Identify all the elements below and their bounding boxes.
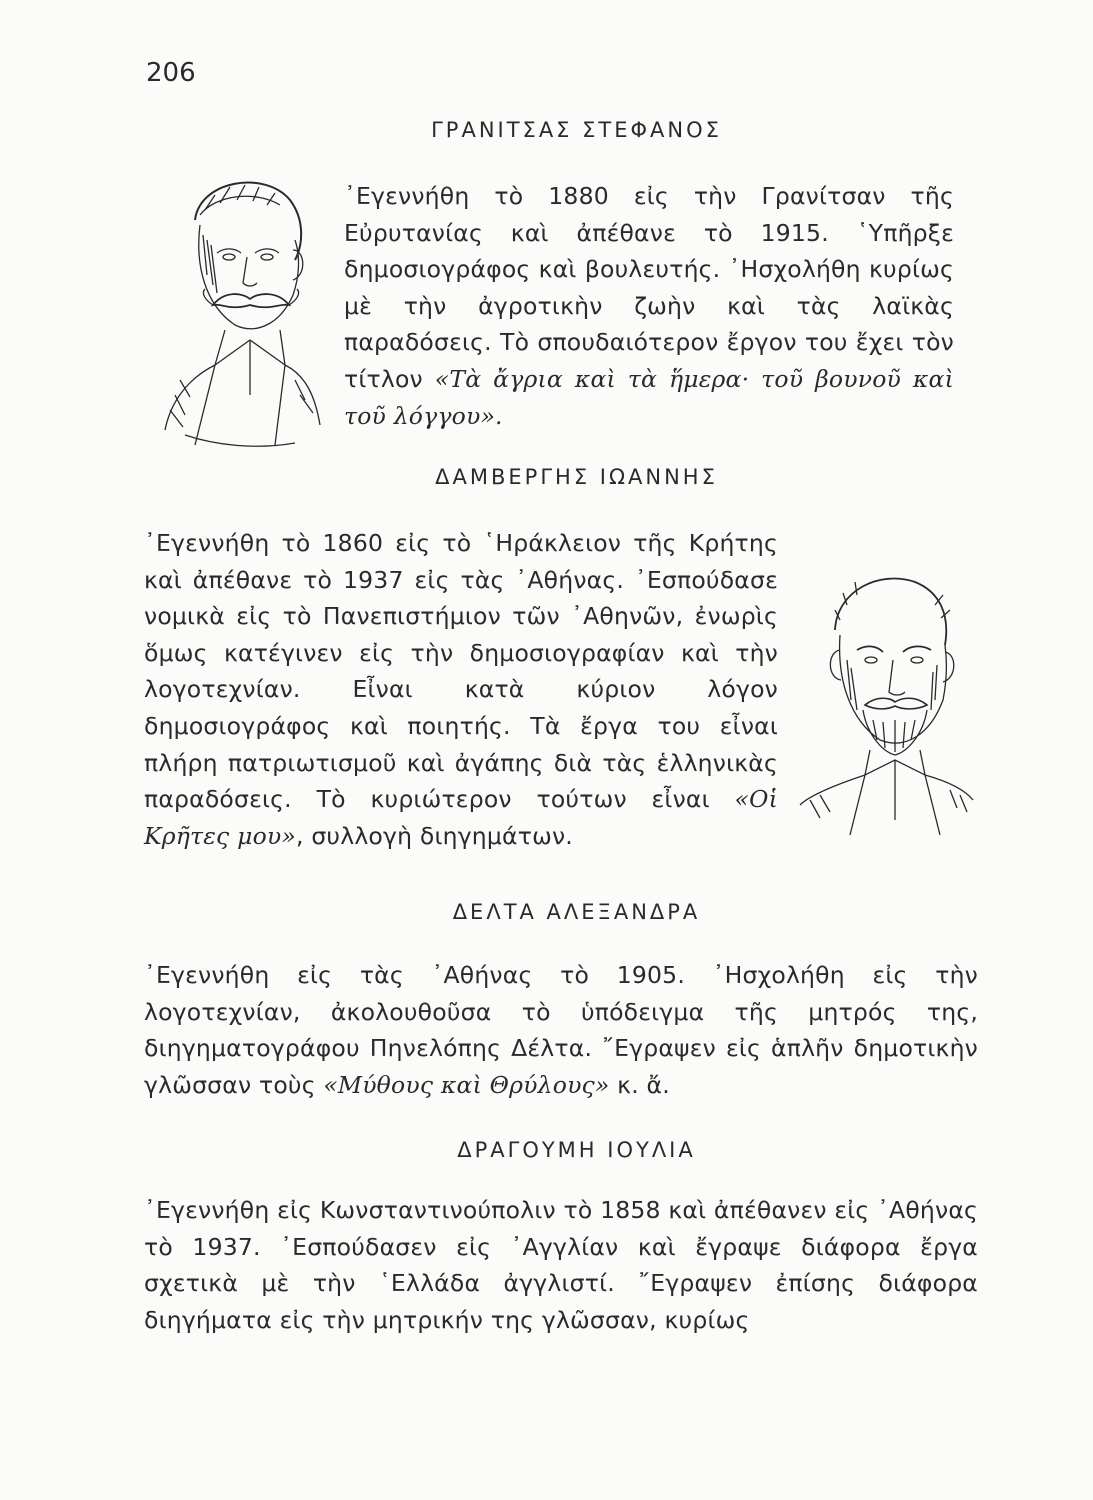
portrait-granitsas	[155, 165, 325, 450]
portrait-damvergis	[795, 560, 975, 840]
entry-heading-delta: ΔΕΛΤΑ ΑΛΕΞΑΝΔΡΑ	[452, 900, 701, 924]
entry-heading-dragoumi: ΔΡΑΓΟΥΜΗ ΙΟΥΛΙΑ	[457, 1138, 696, 1162]
entry-text-granitsas-body: ᾿Εγεννήθη τὸ 1880 εἰς τὴν Γρανίτσαν τῆς Εὐρυτανίας καὶ ἀπέθανε τὸ 1915. ῾Υπῆρξε δημοσιογράφος καὶ βουλευτής. ᾿Ησχολήθη κυρίως μὲ τὴν ἀγροτικὴν ζωὴν καὶ τὰς λαϊκὰς παραδόσεις. Τὸ σπουδαιότερον ἔργον του ἔχει τὸν τίτλον	[344, 182, 954, 393]
work-title-delta: «Μύθους καὶ Θρύλους»	[323, 1070, 610, 1099]
entry-text-granitsas	[344, 178, 954, 434]
entry-heading-damvergis: ΔΑΜΒΕΡΓΗΣ ΙΩΑΝΝΗΣ	[435, 465, 718, 489]
entry-text-damvergis-body: ᾿Εγεννήθη τὸ 1860 εἰς τὸ ῾Ηράκλειον τῆς Κρήτης καὶ ἀπέθανε τὸ 1937 εἰς τὰς ᾿Αθήνας. ᾿Εσπούδασε νομικὰ εἰς τὸ Πανεπιστήμιον τῶν ᾿Αθηνῶν, ἐνωρὶς ὅμως κατέγινεν εἰς τὴν δημοσιογραφίαν καὶ τὴν λογοτεχνίαν. Εἶναι κατὰ κύριον λόγον δημοσιογράφος καὶ ποιητής. Τὰ ἔργα του εἶναι πλήρη πατριωτισμοῦ καὶ ἀγάπης διὰ τὰς ἑλληνικὰς παραδόσεις. Τὸ κυριώτερον τούτων εἶναι	[144, 529, 778, 814]
entry-heading-granitsas: ΓΡΑΝΙΤΣΑΣ ΣΤΕΦΑΝΟΣ	[431, 118, 722, 142]
entry-text-damvergis	[144, 525, 778, 854]
work-title-damvergis: «Οἱ Κρῆτες μου»	[144, 785, 778, 850]
page-number: 206	[146, 58, 196, 88]
work-title-granitsas: «Τὰ ἄγρια καὶ τὰ ἥμερα· τοῦ βουνοῦ καὶ τοῦ λόγγου».	[344, 364, 955, 430]
entry-text-damvergis-tail: , συλλογὴ διηγημάτων.	[295, 821, 573, 850]
entry-text-dragoumi-body: ᾿Εγεννήθη εἰς Κωνσταντινούπολιν τὸ 1858 καὶ ἀπέθανεν εἰς ᾿Αθήνας τὸ 1937. ᾿Εσπούδασεν εἰς ᾿Αγγλίαν καὶ ἔγραψε διάφορα ἔργα σχετικὰ μὲ τὴν ῾Ελλάδα ἀγγλιστί. ῎Εγραψεν ἐπίσης διάφορα διηγήματα εἰς τὴν μητρικήν της γλῶσσαν, κυρίως	[144, 1196, 978, 1334]
entry-text-delta	[144, 957, 978, 1103]
entry-text-delta-tail: κ. ἄ.	[609, 1070, 670, 1099]
entry-text-delta-body: ᾿Εγεννήθη εἰς τὰς ᾿Αθήνας τὸ 1905. ᾿Ησχολήθη εἰς τὴν λογοτεχνίαν, ἀκολουθοῦσα τὸ ὑπόδειγμα τῆς μητρός της, διηγηματογράφου Πηνελόπης Δέλτα. ῎Εγραψεν εἰς ἁπλῆν δημοτικὴν γλῶσσαν τοὺς	[144, 961, 978, 1099]
entry-text-dragoumi	[144, 1192, 978, 1338]
